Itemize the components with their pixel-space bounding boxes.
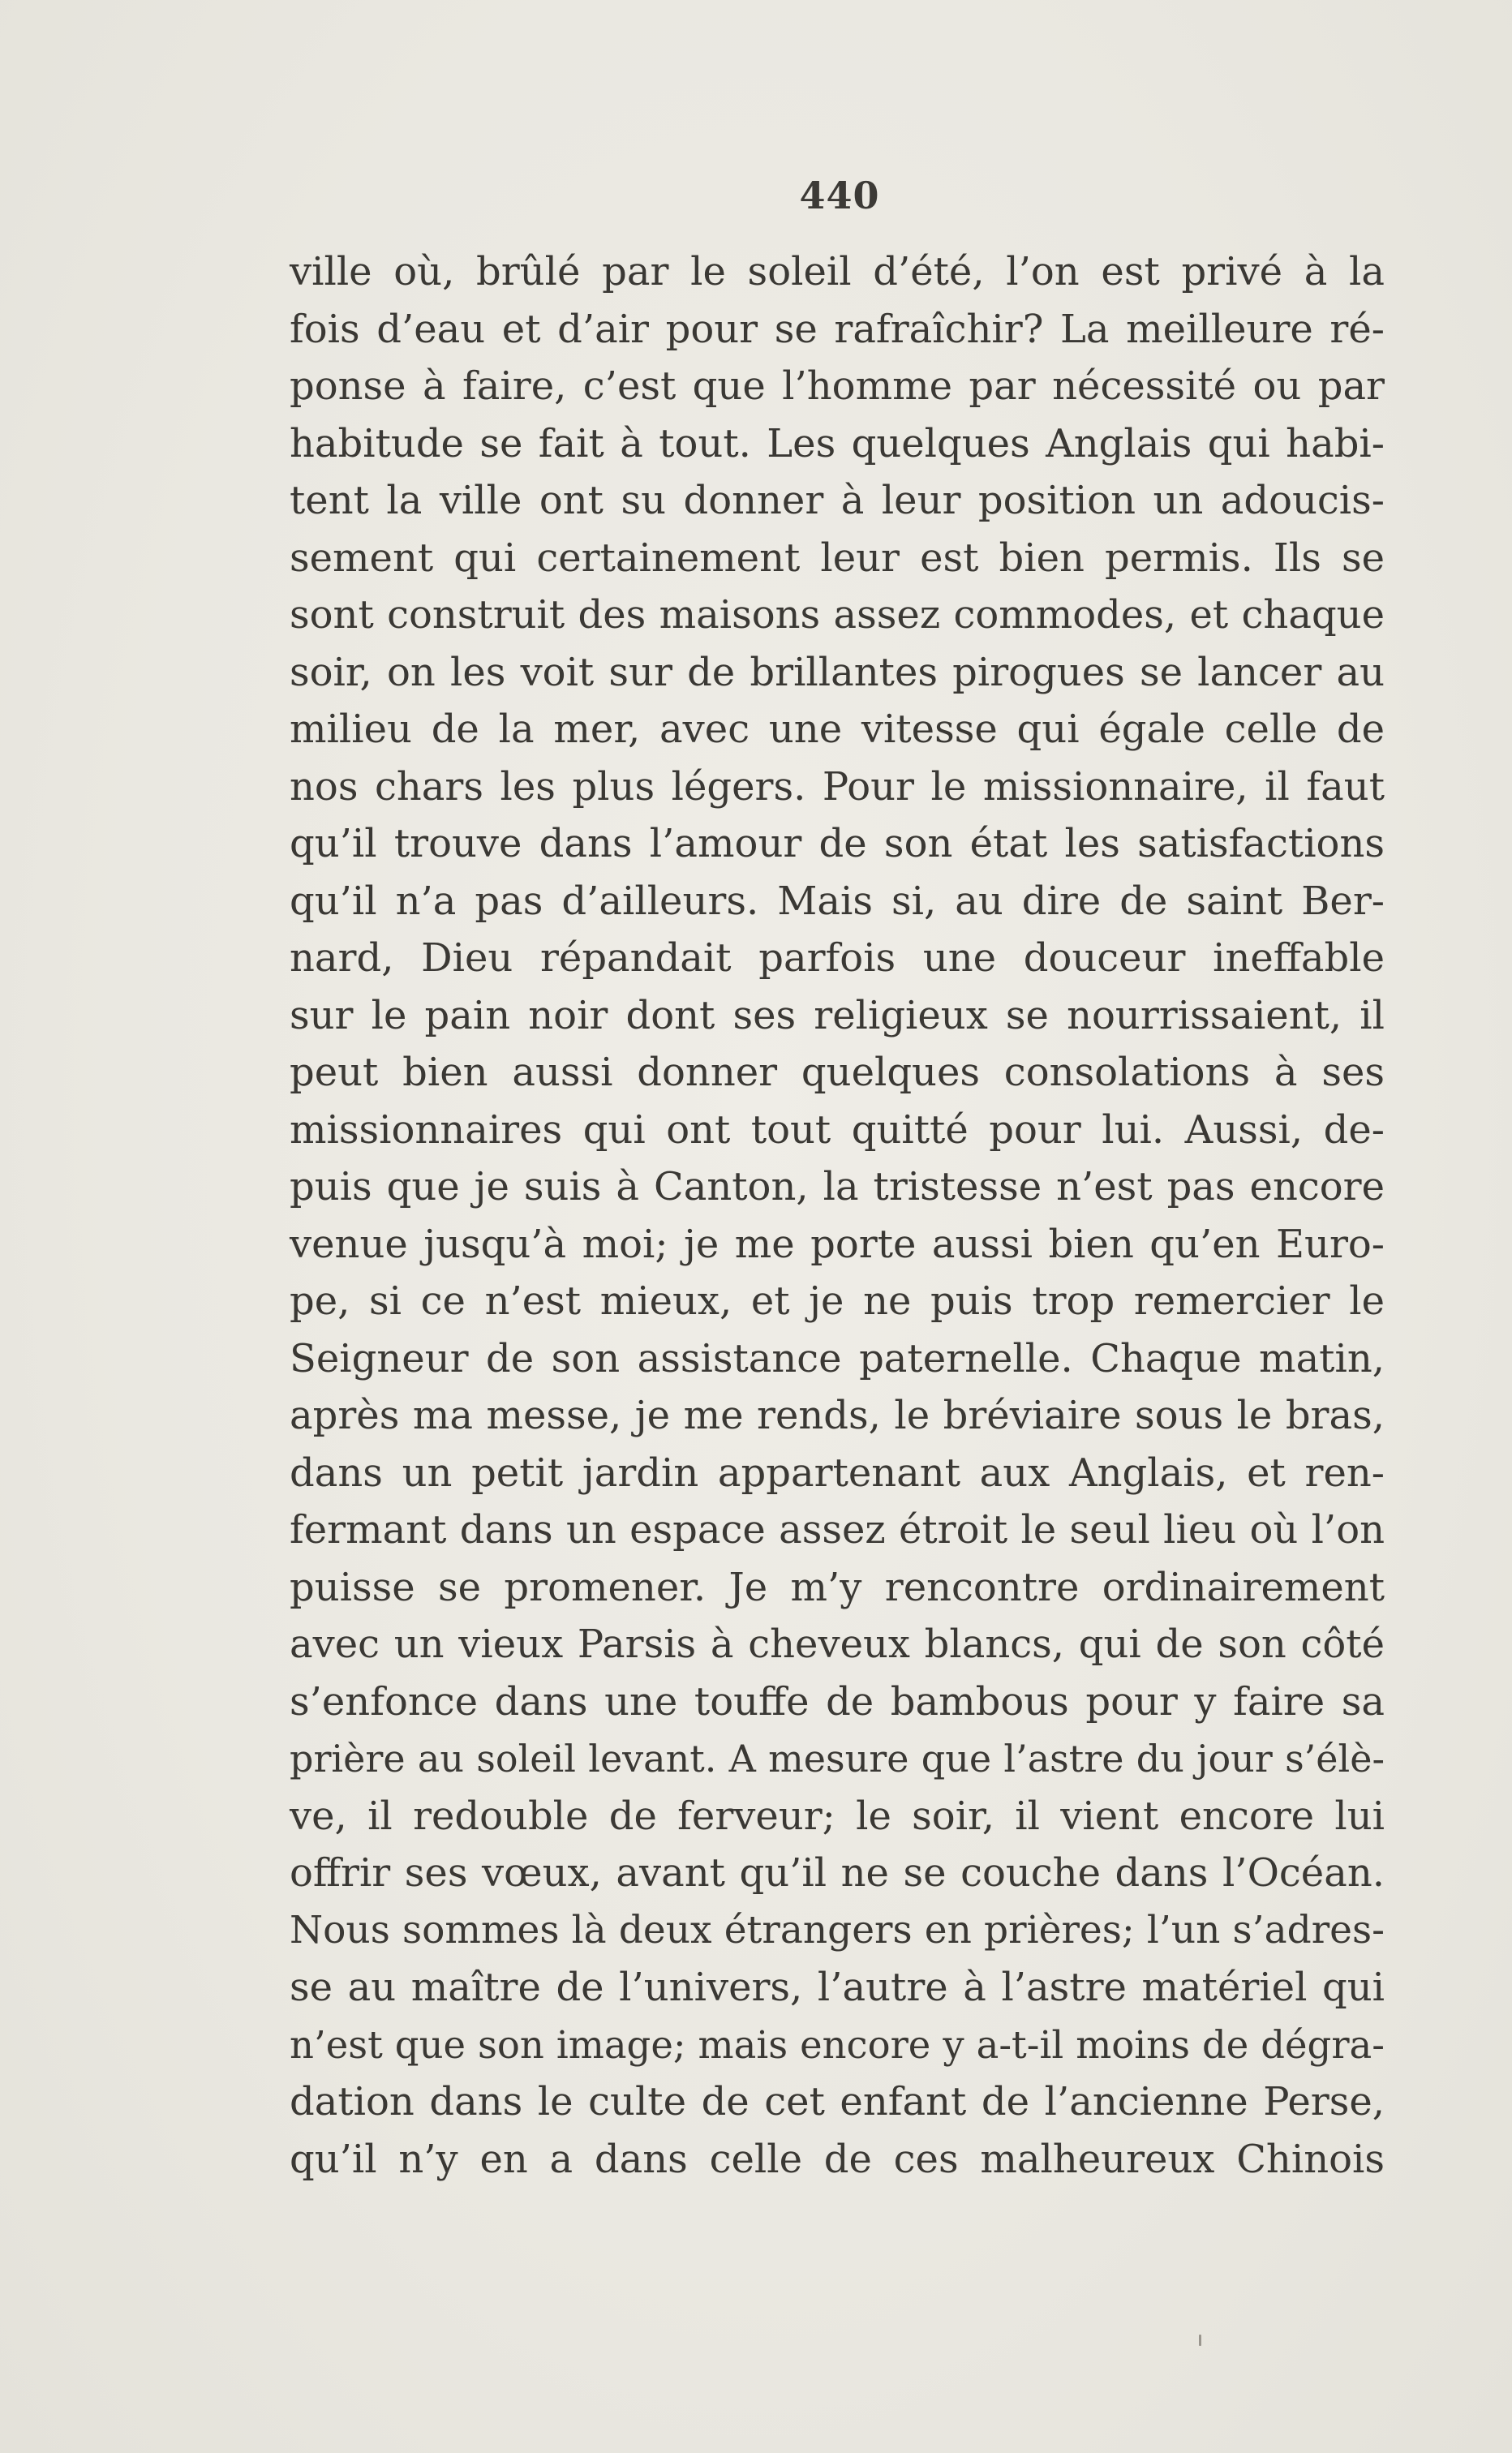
text-line: puis que je suis à Canton, la tristesse n’est pas encore [290, 1164, 1385, 1209]
page-number: 440 [799, 174, 880, 217]
text-line: milieu de la mer, avec une vitesse qui égale celle de [290, 707, 1385, 752]
text-line: sont construit des maisons assez commodes, et chaque [290, 592, 1385, 638]
text-line: s’enfonce dans une touffe de bambous pour y faire sa [290, 1678, 1385, 1725]
text-line: après ma messe, je me rends, le bréviaire sous le bras, [290, 1393, 1385, 1438]
text-line: puisse se promener. Je m’y rencontre ordinairement [290, 1564, 1385, 1610]
text-line: se au maître de l’univers, l’autre à l’astre matériel qui [290, 1965, 1385, 2010]
text-line: offrir ses vœux, avant qu’il ne se couche dans l’Océan. [290, 1850, 1385, 1896]
text-line: ville où, brûlé par le soleil d’été, l’on est privé à la [290, 249, 1385, 294]
text-line: ve, il redouble de ferveur; le soir, il vient encore lui [290, 1793, 1385, 1839]
text-line: sur le pain noir dont ses religieux se nourrissaient, il [290, 992, 1385, 1038]
text-line: fermant dans un espace assez étroit le seul lieu où l’on [290, 1507, 1385, 1553]
text-line: tent la ville ont su donner à leur position un adoucis- [290, 478, 1385, 523]
text-line: venue jusqu’à moi; je me porte aussi bien qu’en Euro- [290, 1221, 1385, 1267]
text-line: fois d’eau et d’air pour se rafraîchir? La meilleure ré- [290, 306, 1385, 352]
text-line: habitude se fait à tout. Les quelques Anglais qui habi- [290, 420, 1385, 466]
paper-speck [1199, 2335, 1201, 2346]
text-line: nard, Dieu répandait parfois une douceur ineffable [290, 935, 1385, 981]
text-line: avec un vieux Parsis à cheveux blancs, qui de son côté [290, 1622, 1385, 1667]
body-text [290, 243, 1385, 2188]
text-line: n’est que son image; mais encore y a-t-il moins de dégra- [290, 2022, 1385, 2067]
text-line: soir, on les voit sur de brillantes pirogues se lancer au [290, 649, 1385, 695]
text-line: peut bien aussi donner quelques consolations à ses [290, 1050, 1385, 1095]
text-line: dation dans le culte de cet enfant de l’ancienne Perse, [290, 2079, 1385, 2124]
text-line: pe, si ce n’est mieux, et je ne puis trop remercier le [290, 1278, 1385, 1324]
text-line: Seigneur de son assistance paternelle. Chaque matin, [290, 1335, 1385, 1381]
text-line: qu’il n’y en a dans celle de ces malheureux Chinois [290, 2136, 1385, 2182]
text-line: Nous sommes là deux étrangers en prières; l’un s’adres- [290, 1907, 1385, 1953]
text-line: ponse à faire, c’est que l’homme par nécessité ou par [290, 363, 1385, 409]
text-line: prière au soleil levant. A mesure que l’astre du jour s’élè- [290, 1737, 1385, 1781]
text-line: dans un petit jardin appartenant aux Anglais, et ren- [290, 1450, 1385, 1496]
text-line: qu’il trouve dans l’amour de son état les satisfactions [290, 821, 1385, 866]
text-line: nos chars les plus légers. Pour le missionnaire, il faut [290, 763, 1385, 810]
text-line: qu’il n’a pas d’ailleurs. Mais si, au dire de saint Ber- [290, 878, 1385, 924]
text-line: missionnaires qui ont tout quitté pour lui. Aussi, de- [290, 1106, 1385, 1153]
text-line: sement qui certainement leur est bien permis. Ils se [290, 535, 1385, 581]
